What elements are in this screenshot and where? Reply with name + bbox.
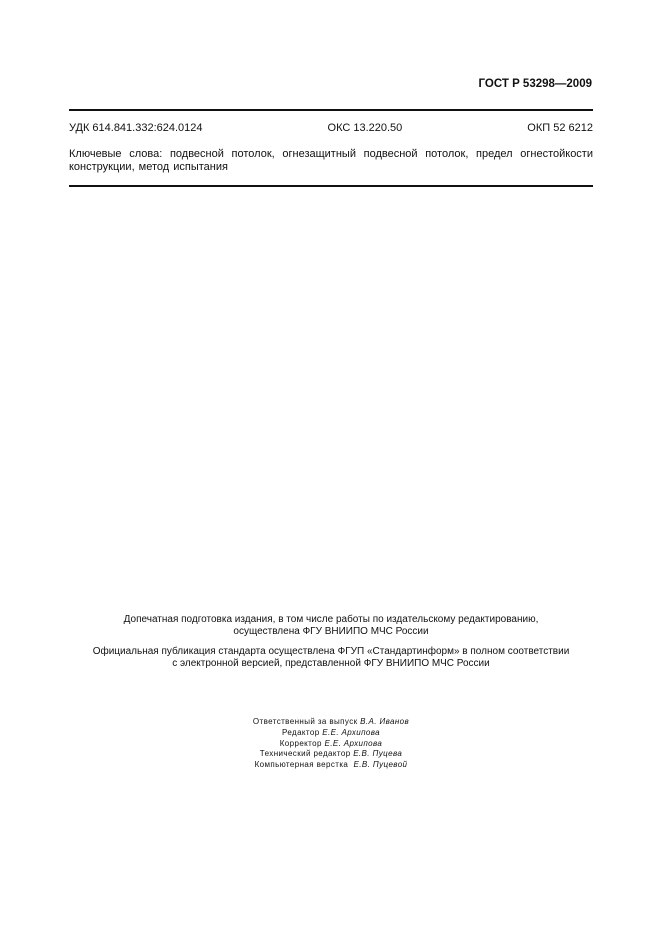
okp-code: ОКП 52 6212 xyxy=(527,122,593,134)
keywords: Ключевые слова: подвесной потолок, огнезащитный подвесной потолок, предел огнестойкости конструкции, метод испытания xyxy=(69,148,593,173)
prepress-line-2: осуществлена ФГУ ВНИИПО МЧС России xyxy=(233,626,429,637)
publication-note xyxy=(69,646,593,670)
top-rule xyxy=(69,109,593,111)
prepress-line-1: Допечатная подготовка издания, в том числе работы по издательскому редактированию, xyxy=(123,614,539,625)
udk-code: УДК 614.841.332:624.0124 xyxy=(69,122,203,134)
credit-line: Ответственный за выпуск В.А. Иванов xyxy=(252,717,410,726)
credit-line: Редактор Е.Е. Архипова xyxy=(281,727,381,737)
prepress-note xyxy=(69,614,593,638)
standard-number: ГОСТ Р 53298—2009 xyxy=(478,78,592,90)
credit-line: Технический редактор Е.В. Пуцева xyxy=(259,749,403,759)
credit-line: Корректор Е.Е. Архипова xyxy=(279,738,383,748)
oks-code: ОКС 13.220.50 xyxy=(327,122,403,134)
classification-codes xyxy=(69,122,593,134)
publication-line-1: Официальная публикация стандарта осуществлена ФГУП «Стандартинформ» в полном соответствии xyxy=(92,646,570,657)
publication-line-2: с электронной версией, представленной ФГУ ВНИИПО МЧС России xyxy=(172,658,490,669)
credit-line: Компьютерная верстка Е.В. Пуцевой xyxy=(254,760,408,770)
credits xyxy=(69,717,593,771)
bottom-rule xyxy=(69,185,593,187)
